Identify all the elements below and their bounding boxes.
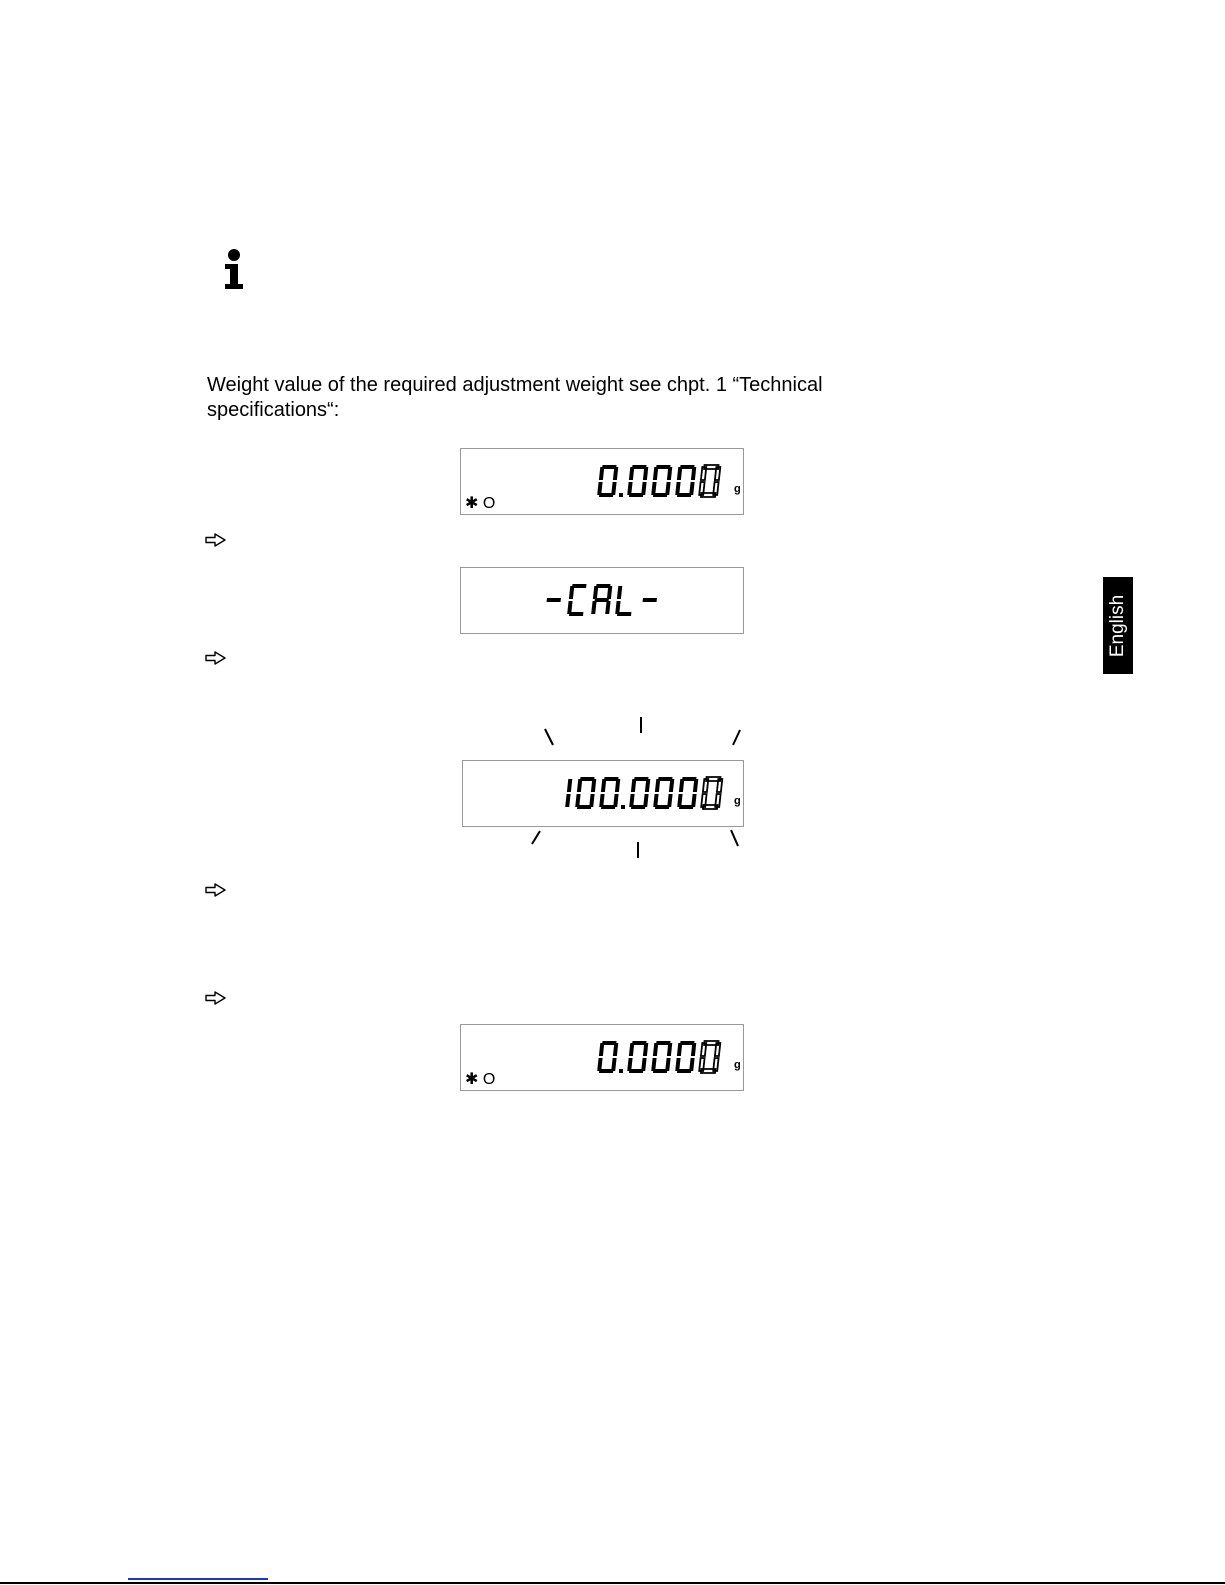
lcd-segment-f <box>629 1043 634 1056</box>
lcd-digit <box>653 777 674 809</box>
lcd-digit <box>597 465 618 497</box>
lcd-extra-digit <box>699 1041 720 1073</box>
lcd-segment-f <box>577 779 582 792</box>
lcd-segment-c <box>565 794 570 807</box>
lcd-segment-f <box>653 467 658 480</box>
intro-line-1: Weight value of the required adjustment weight see chpt. 1 “Technical <box>207 374 823 396</box>
intro-paragraph <box>207 373 907 423</box>
lcd-segment-f <box>593 586 598 599</box>
lcd-display-zero-final <box>460 1024 744 1091</box>
lcd-decimal-point <box>619 1069 623 1073</box>
language-tab-label: English <box>1107 594 1128 657</box>
lcd-digit <box>547 598 562 602</box>
lcd-segment-g <box>643 598 658 602</box>
lcd-segment-f <box>617 586 622 599</box>
lcd-digit <box>615 586 631 616</box>
lcd-digit <box>675 465 696 497</box>
lcd-decimal-point <box>621 805 625 809</box>
unit-label: g <box>734 795 741 807</box>
lcd-segment-f <box>655 779 660 792</box>
lcd-segment-g <box>547 598 562 602</box>
lcd-segment-e <box>591 601 596 614</box>
lcd-display-zero <box>460 448 744 515</box>
lcd-segment-f <box>677 467 682 480</box>
stability-indicators: ✱ O <box>465 1071 496 1088</box>
lcd-extra-digit <box>699 465 720 497</box>
lcd-digits <box>461 568 745 635</box>
lcd-segment-f <box>677 1043 682 1056</box>
lcd-digit <box>591 584 612 614</box>
info-icon <box>218 248 250 290</box>
lcd-display-cal <box>460 567 744 634</box>
lcd-segment-b <box>567 779 572 792</box>
lcd-digit <box>643 598 658 602</box>
lcd-segment-f <box>629 467 634 480</box>
lcd-digit <box>599 777 620 809</box>
lcd-segment-f <box>631 779 636 792</box>
lcd-digit <box>627 465 648 497</box>
intro-line-2: specifications“: <box>207 399 340 421</box>
lcd-digit <box>651 465 672 497</box>
lcd-digit <box>675 1041 696 1073</box>
lcd-segment-f <box>601 779 606 792</box>
unit-label: g <box>734 1059 741 1071</box>
lcd-digits <box>463 761 745 828</box>
lcd-digit <box>567 584 586 616</box>
lcd-digit <box>597 1041 618 1073</box>
arrow-right-outline-icon <box>205 533 227 547</box>
language-tab <box>1103 577 1133 674</box>
lcd-segment-f <box>599 467 604 480</box>
footer-rule <box>0 1582 1225 1584</box>
lcd-segment-c <box>605 601 610 614</box>
arrow-right-outline-icon <box>205 991 227 1005</box>
unit-label: g <box>734 483 741 495</box>
lcd-segment-f <box>679 779 684 792</box>
lcd-digit <box>677 777 698 809</box>
footer-link[interactable] <box>128 1578 268 1580</box>
lcd-decimal-point <box>619 493 623 497</box>
lcd-digit <box>565 779 572 807</box>
lcd-digit <box>651 1041 672 1073</box>
lcd-segment-f <box>653 1043 658 1056</box>
lcd-digit <box>575 777 596 809</box>
arrow-right-outline-icon <box>205 651 227 665</box>
lcd-segment-g <box>595 598 610 602</box>
arrow-right-outline-icon <box>205 883 227 897</box>
lcd-segment-f <box>569 586 574 599</box>
stability-indicators: ✱ O <box>465 495 496 512</box>
lcd-display-calibration-weight <box>462 760 744 827</box>
lcd-extra-digit <box>701 777 722 809</box>
lcd-digit <box>627 1041 648 1073</box>
lcd-digit <box>629 777 650 809</box>
lcd-digits <box>461 1025 745 1092</box>
lcd-digits <box>461 449 745 516</box>
lcd-segment-f <box>599 1043 604 1056</box>
